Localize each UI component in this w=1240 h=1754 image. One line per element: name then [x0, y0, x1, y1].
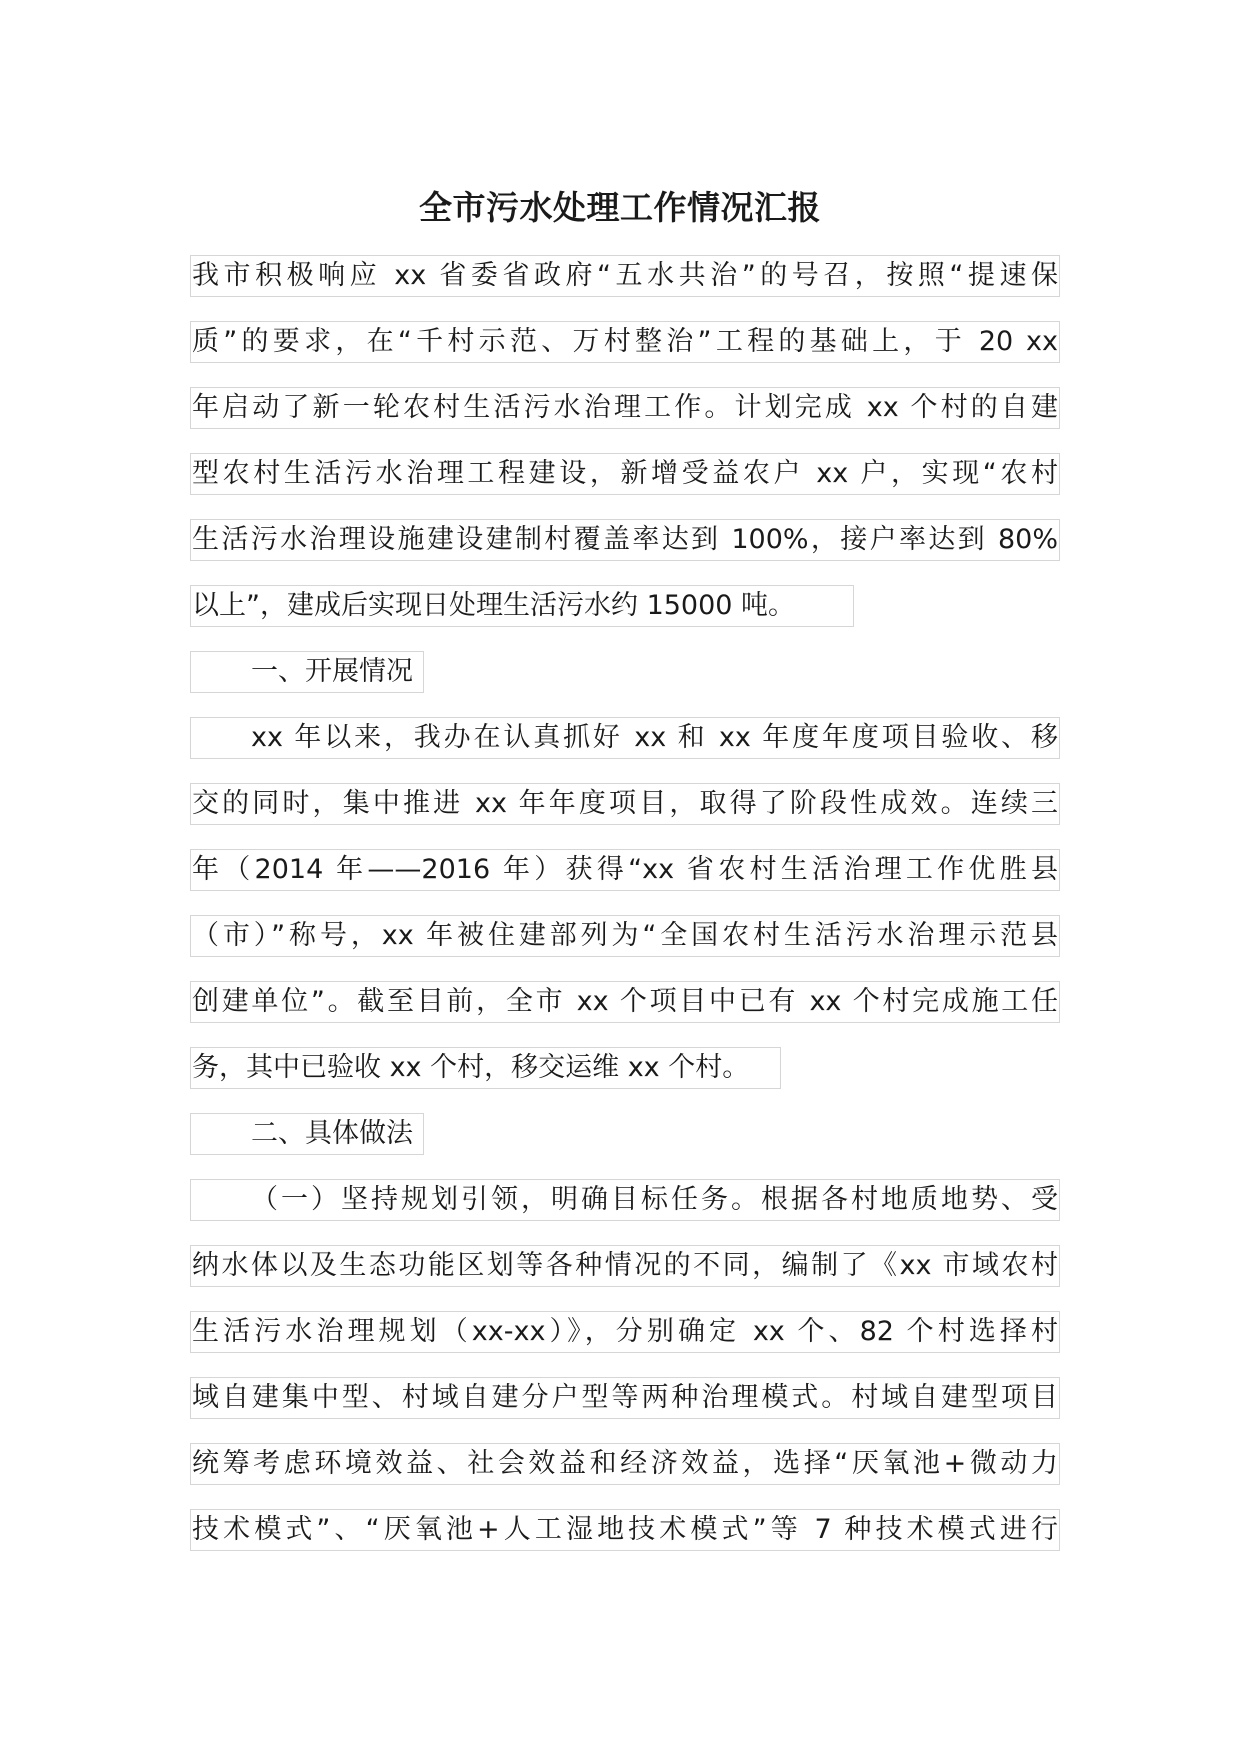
text-line	[190, 1311, 1060, 1377]
text-line	[190, 717, 1060, 783]
paragraph-progress-line-5: 创建单位”。截至目前，全市 xx 个项目中已有 xx 个村完成施工任	[190, 981, 1060, 1023]
paragraph-progress-line-3: 年（2014 年——2016 年）获得“xx 省农村生活治理工作优胜县	[190, 849, 1060, 891]
text-line	[190, 651, 1060, 717]
text-line	[190, 1179, 1060, 1245]
text-line	[190, 783, 1060, 849]
text-line	[190, 387, 1060, 453]
paragraph-intro-line-1: 我市积极响应 xx 省委省政府“五水共治”的号召，按照“提速保	[190, 255, 1060, 297]
paragraph-methods-line-6: 技术模式”、“厌氧池+人工湿地技术模式”等 7 种技术模式进行	[190, 1509, 1060, 1551]
paragraph-progress-line-4: （市）”称号，xx 年被住建部列为“全国农村生活污水治理示范县	[190, 915, 1060, 957]
paragraph-methods-line-4: 域自建集中型、村域自建分户型等两种治理模式。村域自建型项目	[190, 1377, 1060, 1419]
text-line	[190, 1443, 1060, 1509]
text-line	[190, 1113, 1060, 1179]
text-line	[190, 915, 1060, 981]
section-heading-1: 一、开展情况	[190, 651, 424, 693]
text-line	[190, 255, 1060, 321]
paragraph-intro-line-4: 型农村生活污水治理工程建设，新增受益农户 xx 户，实现“农村	[190, 453, 1060, 495]
text-line	[190, 1047, 1060, 1113]
paragraph-methods-line-3: 生活污水治理规划（xx-xx）》，分别确定 xx 个、82 个村选择村	[190, 1311, 1060, 1353]
text-line	[190, 981, 1060, 1047]
text-line	[190, 519, 1060, 585]
text-line	[190, 1377, 1060, 1443]
paragraph-progress-line-2: 交的同时，集中推进 xx 年年度项目，取得了阶段性成效。连续三	[190, 783, 1060, 825]
text-line	[190, 453, 1060, 519]
paragraph-intro-line-5: 生活污水治理设施建设建制村覆盖率达到 100%，接户率达到 80%	[190, 519, 1060, 561]
paragraph-intro-line-2: 质”的要求，在“千村示范、万村整治”工程的基础上，于 20 xx	[190, 321, 1060, 363]
paragraph-methods-line-5: 统筹考虑环境效益、社会效益和经济效益，选择“厌氧池+微动力	[190, 1443, 1060, 1485]
text-line	[190, 585, 1060, 651]
paragraph-progress-line-6: 务，其中已验收 xx 个村，移交运维 xx 个村。	[190, 1047, 781, 1089]
text-line	[190, 321, 1060, 387]
paragraph-methods-line-1: （一）坚持规划引领，明确目标任务。根据各村地质地势、受	[190, 1179, 1060, 1221]
section-heading-2: 二、具体做法	[190, 1113, 424, 1155]
document-title: 全市污水处理工作情况汇报	[419, 188, 821, 227]
paragraph-progress-line-1: xx 年以来，我办在认真抓好 xx 和 xx 年度年度项目验收、移	[190, 717, 1060, 759]
text-line	[190, 849, 1060, 915]
paragraph-intro-line-6: 以上”，建成后实现日处理生活污水约 15000 吨。	[190, 585, 854, 627]
text-line	[190, 1245, 1060, 1311]
paragraph-intro-line-3: 年启动了新一轮农村生活污水治理工作。计划完成 xx 个村的自建	[190, 387, 1060, 429]
text-line	[190, 1509, 1060, 1575]
paragraph-methods-line-2: 纳水体以及生态功能区划等各种情况的不同，编制了《xx 市域农村	[190, 1245, 1060, 1287]
document-body	[190, 255, 1060, 1575]
